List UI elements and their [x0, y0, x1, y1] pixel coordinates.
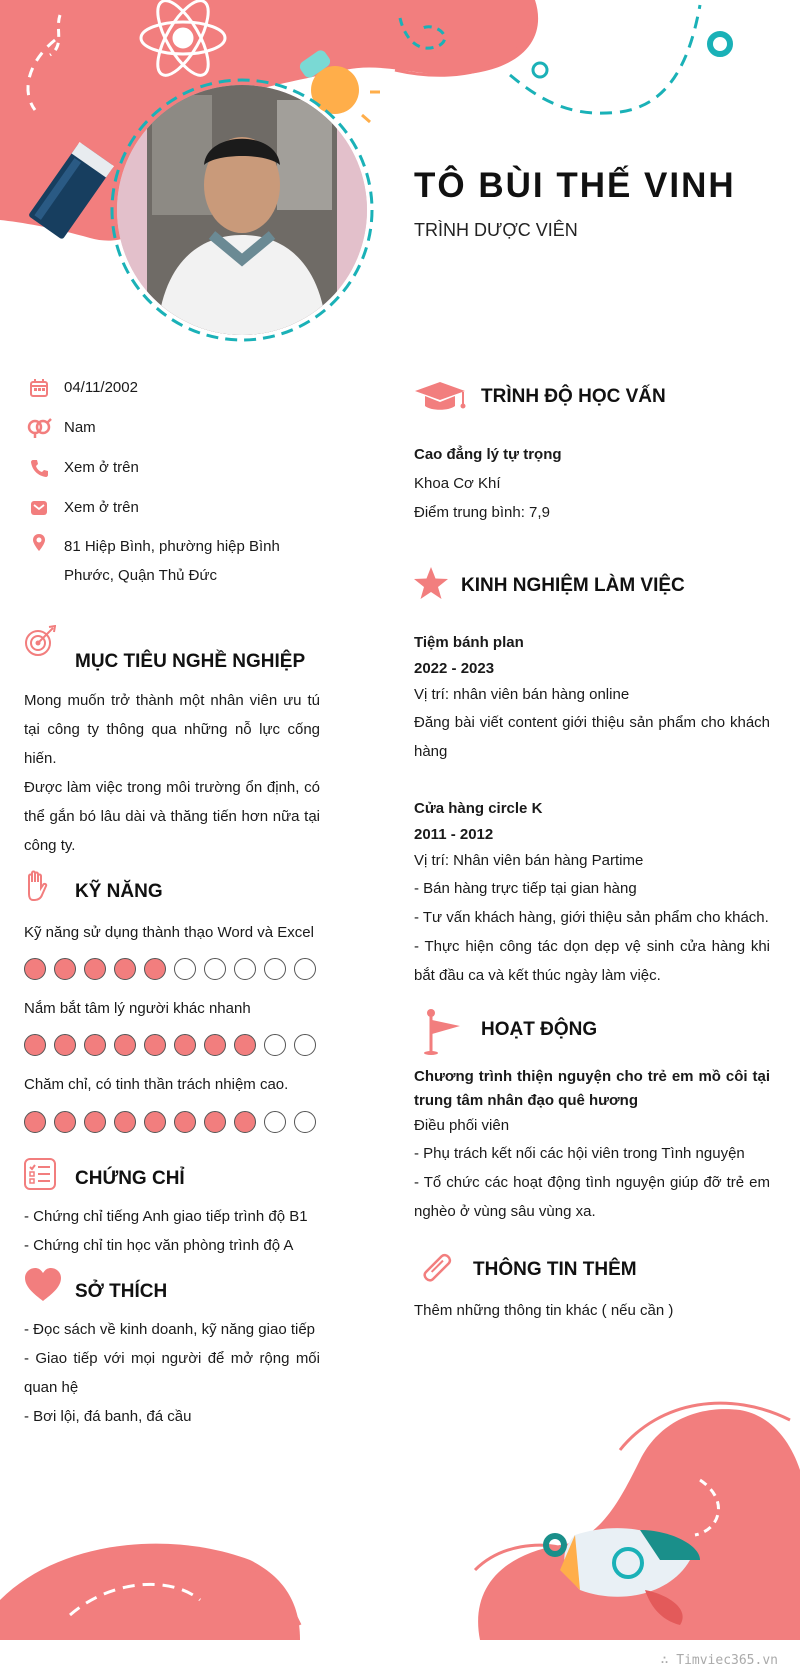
job-period: 2022 - 2023 [414, 660, 495, 677]
checklist-icon [24, 1158, 56, 1190]
activity-role: Điều phối viên [414, 1117, 510, 1134]
rating-dot-filled [24, 958, 46, 980]
rating-dot-filled [174, 1034, 196, 1056]
extra-title: THÔNG TIN THÊM [473, 1259, 637, 1280]
job-period: 2011 - 2012 [414, 826, 494, 843]
experience-title: KINH NGHIỆM LÀM VIỆC [461, 575, 685, 596]
hobbies-title: SỞ THÍCH [75, 1281, 168, 1302]
skill-rating-3 [24, 1111, 316, 1133]
rating-dot-empty [234, 958, 256, 980]
objective-text: Mong muốn trở thành một nhân viên ưu tú tại công ty thông qua những nỗ lực cống hiến. Được làm việc trong môi trường ổn định, có thể gắn bó lâu dài và thăng tiến hơn nữa tại công ty. [24, 692, 320, 854]
job-description: Đăng bài viết content giới thiệu sản phẩm cho khách hàng [414, 714, 770, 760]
activities-title: HOẠT ĐỘNG [481, 1019, 598, 1040]
job-company: Cửa hàng circle K [414, 800, 543, 817]
phone-icon [24, 458, 54, 480]
extra-text: Thêm những thông tin khác ( nếu cần ) [414, 1302, 674, 1319]
rating-dot-filled [84, 1111, 106, 1133]
job-description: - Bán hàng trực tiếp tại gian hàng - Tư vấn khách hàng, giới thiệu sản phẩm cho khách. - Thực hiện công tác dọn dẹp vệ sinh cửa hàng khi bắt đầu ca và kết thúc ngày làm việc. [414, 880, 770, 984]
phone-text: Xem ở trên [64, 459, 139, 476]
activity-block [414, 1065, 770, 1226]
rating-dot-empty [174, 958, 196, 980]
flag-icon [422, 1008, 462, 1056]
hand-icon [24, 870, 50, 904]
contact-birthday [24, 378, 138, 400]
location-pin-icon [24, 532, 54, 554]
contact-email [24, 498, 139, 520]
rating-dot-filled [234, 1034, 256, 1056]
education-title: TRÌNH ĐỘ HỌC VẤN [481, 386, 666, 407]
rating-dot-filled [24, 1034, 46, 1056]
job-company: Tiệm bánh plan [414, 634, 524, 651]
skill-name-1: Kỹ năng sử dụng thành thạo Word và Excel [24, 924, 314, 941]
heart-icon [24, 1268, 62, 1302]
contact-address [24, 532, 280, 590]
candidate-name: TÔ BÙI THẾ VINH [414, 166, 736, 205]
birthday-text: 04/11/2002 [64, 379, 138, 396]
rating-dot-filled [234, 1111, 256, 1133]
rating-dot-filled [114, 1034, 136, 1056]
rating-dot-filled [144, 958, 166, 980]
certificates-list [24, 1202, 308, 1260]
profile-photo [117, 85, 367, 335]
experience-job-1 [414, 630, 770, 766]
education-block [414, 440, 562, 527]
email-text: Xem ở trên [64, 499, 139, 516]
experience-job-2 [414, 796, 770, 990]
job-position: Vị trí: Nhân viên bán hàng Partime [414, 852, 644, 869]
rating-dot-empty [294, 958, 316, 980]
graduation-cap-icon [413, 380, 469, 414]
rating-dot-empty [294, 1111, 316, 1133]
address-text: 81 Hiệp Bình, phường hiệp Bình Phước, Quận Thủ Đức [64, 538, 280, 584]
contact-gender [24, 418, 96, 440]
rating-dot-filled [114, 1111, 136, 1133]
star-icon [413, 566, 449, 600]
certificates-title: CHỨNG CHỈ [75, 1168, 185, 1189]
avatar-placeholder [117, 85, 367, 335]
rating-dot-filled [54, 1111, 76, 1133]
watermark: ∴ Timviec365.vn [660, 1653, 778, 1668]
contact-phone [24, 458, 139, 480]
rating-dot-filled [84, 1034, 106, 1056]
paperclip-icon [416, 1245, 460, 1289]
skills-title: KỸ NĂNG [75, 881, 163, 902]
certificate-item: - Chứng chỉ tin học văn phòng trình độ A [24, 1237, 294, 1254]
rating-dot-filled [24, 1111, 46, 1133]
faculty-name: Khoa Cơ Khí [414, 475, 501, 492]
gpa-text: Điểm trung bình: 7,9 [414, 504, 550, 521]
hobby-item: - Đọc sách về kinh doanh, kỹ năng giao tiếp [24, 1321, 316, 1338]
rating-dot-filled [114, 958, 136, 980]
rating-dot-filled [144, 1034, 166, 1056]
target-icon [24, 625, 56, 657]
email-icon [24, 498, 54, 520]
job-title: TRÌNH DƯỢC VIÊN [414, 220, 578, 240]
gender-icon [24, 418, 54, 440]
rating-dot-filled [54, 958, 76, 980]
skill-rating-2 [24, 1034, 316, 1056]
job-position: Vị trí: nhân viên bán hàng online [414, 686, 630, 703]
hobby-item: - Giao tiếp với mọi người để mở rộng mối quan hệ [24, 1350, 320, 1396]
rating-dot-empty [264, 958, 286, 980]
rating-dot-empty [204, 958, 226, 980]
school-name: Cao đẳng lý tự trọng [414, 446, 562, 463]
gender-text: Nam [64, 419, 96, 436]
rating-dot-filled [54, 1034, 76, 1056]
rating-dot-filled [174, 1111, 196, 1133]
rating-dot-empty [264, 1034, 286, 1056]
rating-dot-filled [84, 958, 106, 980]
skill-rating-1 [24, 958, 316, 980]
rating-dot-filled [204, 1111, 226, 1133]
activity-description: - Phụ trách kết nối các hội viên trong Tình nguyện - Tổ chức các hoạt động tình nguyện giúp đỡ trẻ em nghèo ở vùng sâu vùng xa. [414, 1145, 770, 1220]
activity-name: Chương trình thiện nguyện cho trẻ em mồ côi tại trung tâm nhân đạo quê hương [414, 1068, 770, 1109]
objective-title: MỤC TIÊU NGHỀ NGHIỆP [75, 651, 306, 672]
skill-name-2: Nắm bắt tâm lý người khác nhanh [24, 1000, 251, 1017]
rating-dot-empty [294, 1034, 316, 1056]
certificate-item: - Chứng chỉ tiếng Anh giao tiếp trình độ B1 [24, 1208, 308, 1225]
calendar-icon [24, 378, 54, 400]
hobbies-list [24, 1315, 320, 1431]
skill-name-3: Chăm chỉ, có tinh thần trách nhiệm cao. [24, 1076, 289, 1093]
rating-dot-filled [204, 1034, 226, 1056]
rating-dot-filled [144, 1111, 166, 1133]
rating-dot-empty [264, 1111, 286, 1133]
hobby-item: - Bơi lội, đá banh, đá cầu [24, 1408, 192, 1425]
